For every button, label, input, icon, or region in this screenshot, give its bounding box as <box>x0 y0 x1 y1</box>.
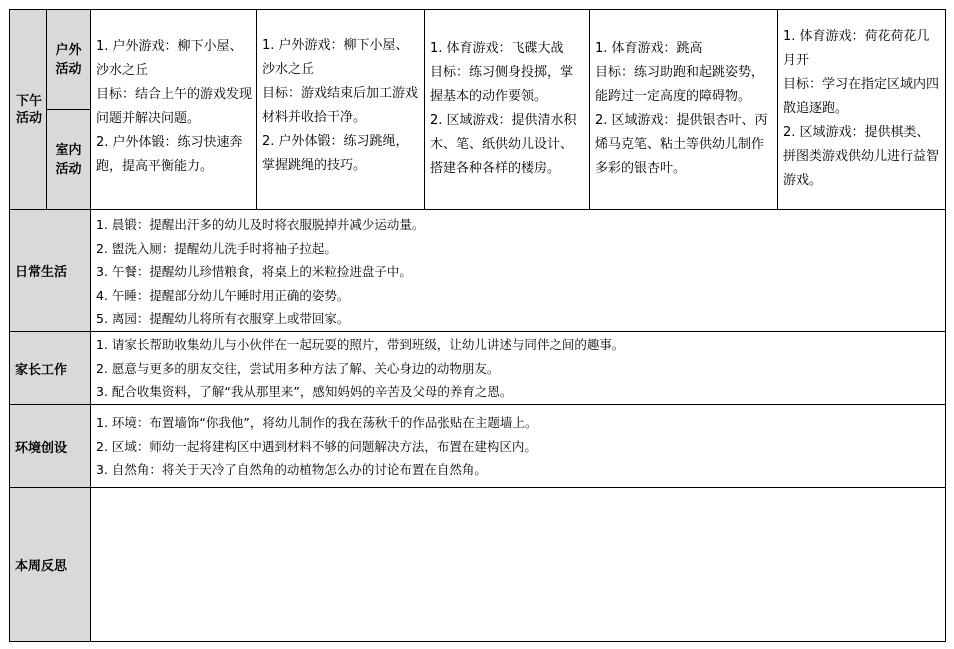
parent-work-item-2: 2. 愿意与更多的朋友交往，尝试用多种方法了解、关心身边的动物朋友。 <box>96 360 500 376</box>
day-2-line-1: 1. 户外游戏：柳下小屋、沙水之丘 <box>262 38 409 77</box>
reflection-content[interactable] <box>91 488 946 642</box>
environment-label <box>10 405 91 488</box>
environment-item-3: 3. 自然角：将关于天冷了自然角的动植物怎么办的讨论布置在自然角。 <box>96 462 487 478</box>
day-1-line-2: 目标：结合上午的游戏发现问题并解决问题。 <box>96 87 253 126</box>
afternoon-section-label <box>10 10 47 210</box>
reflection-label <box>10 488 91 642</box>
weekly-plan-table <box>9 9 946 642</box>
indoor-activity-text: 室内活动 <box>55 142 82 177</box>
day-2-line-2: 目标：游戏结束后加工游戏材料并收拾干净。 <box>262 86 419 125</box>
parent-work-item-1: 1. 请家长帮助收集幼儿与小伙伴在一起玩耍的照片，带到班级，让幼儿讲述与同伴之间的趣事。 <box>96 337 625 352</box>
day-2-line-3: 2. 户外体锻：练习跳绳，掌握跳绳的技巧。 <box>262 134 409 173</box>
day-3-line-2: 目标：练习侧身投掷，掌握基本的动作要领。 <box>430 65 574 104</box>
parent-work-label <box>10 332 91 405</box>
day-3-line-1: 1. 体育游戏：飞碟大战 <box>430 41 564 56</box>
parent-work-text: 家长工作 <box>15 362 68 378</box>
daily-life-item-4: 4. 午睡：提醒部分幼儿午睡时用正确的姿势。 <box>96 287 350 303</box>
outdoor-activity-text: 户外活动 <box>55 42 82 77</box>
day-5-line-2: 目标：学习在指定区域内四散追逐跑。 <box>783 77 940 116</box>
day-4-line-3: 2. 区域游戏：提供银杏叶、丙烯马克笔、粘土等供幼儿制作多彩的银杏叶。 <box>595 113 768 176</box>
day-5-cell <box>778 10 946 210</box>
day-1-line-3: 2. 户外体锻：练习快速奔跑，提高平衡能力。 <box>96 135 243 174</box>
reflection-body <box>91 488 945 490</box>
day-5-line-3: 2. 区域游戏：提供棋类、拼图类游戏供幼儿进行益智游戏。 <box>783 125 940 188</box>
environment-item-2: 2. 区域：师幼一起将建构区中遇到材料不够的问题解决方法，布置在建构区内。 <box>96 438 537 454</box>
day-4-cell <box>590 10 778 210</box>
daily-life-label <box>10 210 91 332</box>
environment-item-1: 1. 环境：布置墙饰“你我他”，将幼儿制作的我在荡秋千的作品张贴在主题墙上。 <box>96 415 538 430</box>
outdoor-activity-label <box>47 10 91 110</box>
environment-content <box>91 405 946 488</box>
day-3-cell <box>425 10 590 210</box>
reflection-text: 本周反思 <box>15 559 68 574</box>
day-5-line-1: 1. 体育游戏：荷花荷花几月开 <box>783 29 930 68</box>
day-3-line-3: 2. 区域游戏：提供清水积木、笔、纸供幼儿设计、搭建各种各样的楼房。 <box>430 113 577 176</box>
afternoon-section-text: 下午活动 <box>15 93 42 126</box>
daily-life-text: 日常生活 <box>15 265 68 280</box>
day-4-line-1: 1. 体育游戏：跳高 <box>595 41 703 56</box>
daily-life-item-5: 5. 离园：提醒幼儿将所有衣服穿上或带回家。 <box>96 311 350 327</box>
day-1-line-1: 1. 户外游戏：柳下小屋、沙水之丘 <box>96 39 243 78</box>
parent-work-content <box>91 332 946 405</box>
day-1-cell <box>91 10 257 210</box>
parent-work-item-3: 3. 配合收集资料，了解“我从那里来”，感知妈妈的辛苦及父母的养育之恩。 <box>96 384 513 400</box>
day-2-cell <box>257 10 425 210</box>
daily-life-item-3: 3. 午餐：提醒幼儿珍惜粮食，将桌上的米粒捡进盘子中。 <box>96 264 412 280</box>
indoor-activity-label <box>47 110 91 210</box>
weekly-plan-page <box>9 9 945 641</box>
environment-text: 环境创设 <box>15 440 68 456</box>
daily-life-item-2: 2. 盥洗入厕：提醒幼儿洗手时将袖子拉起。 <box>96 240 337 256</box>
day-4-line-2: 目标：练习助跑和起跳姿势，能跨过一定高度的障碍物。 <box>595 65 765 104</box>
daily-life-item-1: 1. 晨锻：提醒出汗多的幼儿及时将衣服脱掉并减少运动量。 <box>96 217 425 232</box>
daily-life-content <box>91 210 946 332</box>
